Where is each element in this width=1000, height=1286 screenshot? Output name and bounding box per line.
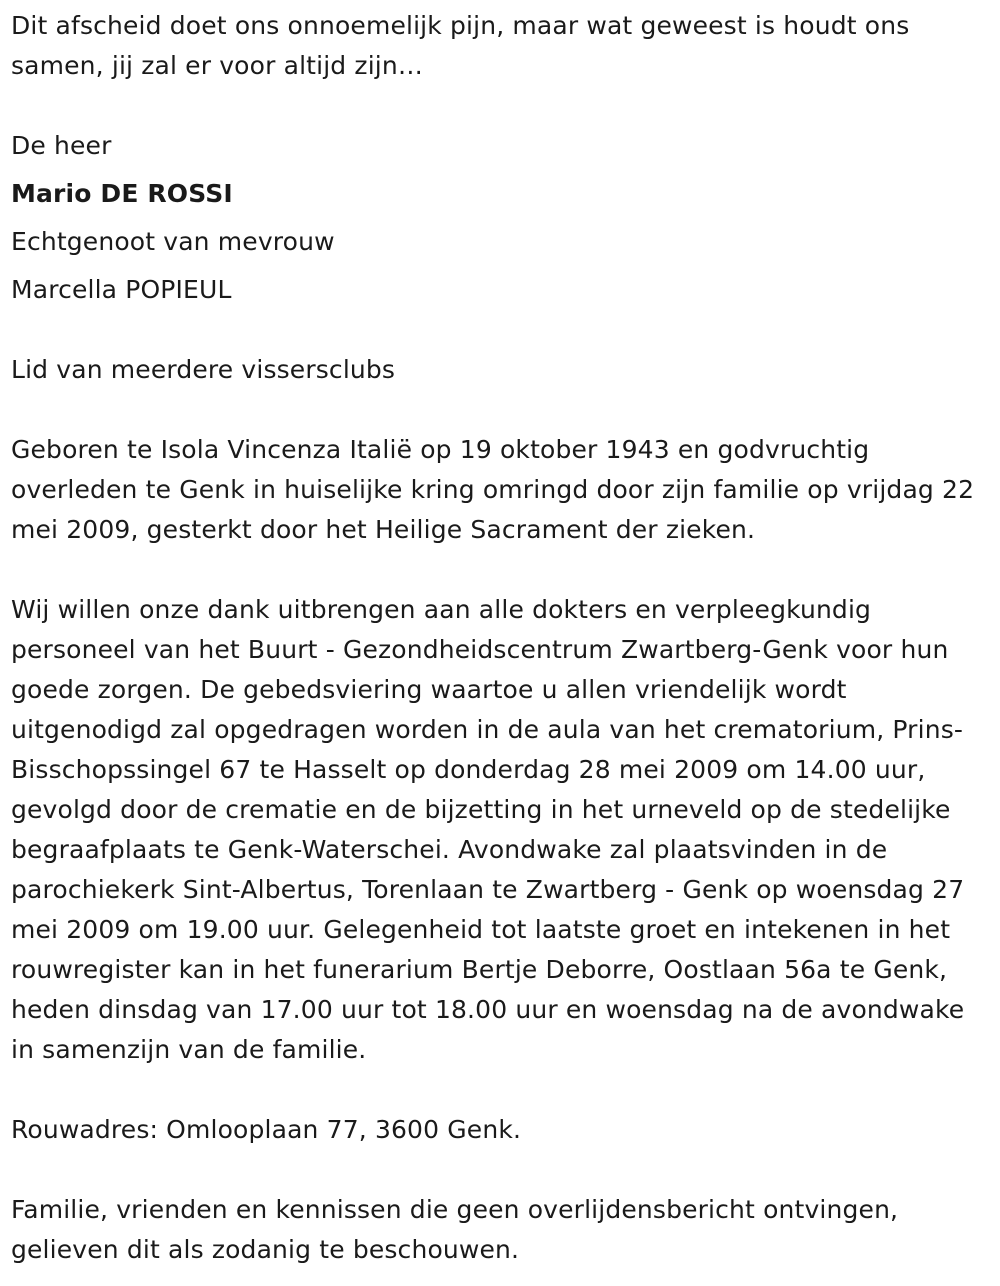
spouse-name: Marcella POPIEUL — [11, 275, 232, 304]
spacer — [11, 86, 988, 126]
deceased-title: De heer — [11, 131, 112, 160]
closing-paragraph: Familie, vrienden en kennissen die geen overlijdensbericht ontvingen, gelieven dit als zodanig te beschouwen. — [11, 1195, 899, 1264]
birth-death-paragraph: Geboren te Isola Vincenza Italië op 19 oktober 1943 en godvruchtig overleden te Genk in huiselijke kring omringd door zijn familie op vrijdag 22 mei 2009, gesterkt door het Heilige Sacrament der zieken. — [11, 435, 975, 544]
spacer — [11, 550, 988, 590]
mourning-address: Rouwadres: Omlooplaan 77, 3600 Genk. — [11, 1115, 522, 1144]
thanks-ceremony-paragraph: Wij willen onze dank uitbrengen aan alle dokters en verpleegkundig personeel van het Buurt - Gezondheidscentrum Zwartberg-Genk voor hun goede zorgen. De gebedsviering waartoe u allen vriendelijk wordt uitgenodigd zal opgedragen worden in de aula van het crematorium, Prins-Bisschopssingel 67 te Hasselt op donderdag 28 mei 2009 om 14.00 uur, gevolgd door de crematie en de bijzetting in het urneveld op de stedelijke begraafplaats te Genk-Waterschei. Avondwake zal plaatsvinden in de parochiekerk Sint-Albertus, Torenlaan te Zwartberg - Genk op woensdag 27 mei 2009 om 19.00 uur. Gelegenheid tot laatste groet en intekenen in het rouwregister kan in het funerarium Bertje Deborre, Oostlaan 56a te Genk, heden dinsdag van 17.00 uur tot 18.00 uur en woensdag na de avondwake in samenzijn van de familie. — [11, 595, 965, 1064]
intro-quote: Dit afscheid doet ons onnoemelijk pijn, maar wat geweest is houdt ons samen, jij zal er voor altijd zijn… — [11, 11, 910, 80]
spacer — [11, 390, 988, 430]
deceased-relation: Echtgenoot van mevrouw — [11, 227, 335, 256]
spacer — [11, 1150, 988, 1190]
membership-text: Lid van meerdere vissersclubs — [11, 355, 396, 384]
spacer — [11, 310, 988, 350]
deceased-block — [11, 122, 988, 314]
spacer — [11, 1070, 988, 1110]
deceased-name: Mario DE ROSSI — [11, 179, 233, 208]
